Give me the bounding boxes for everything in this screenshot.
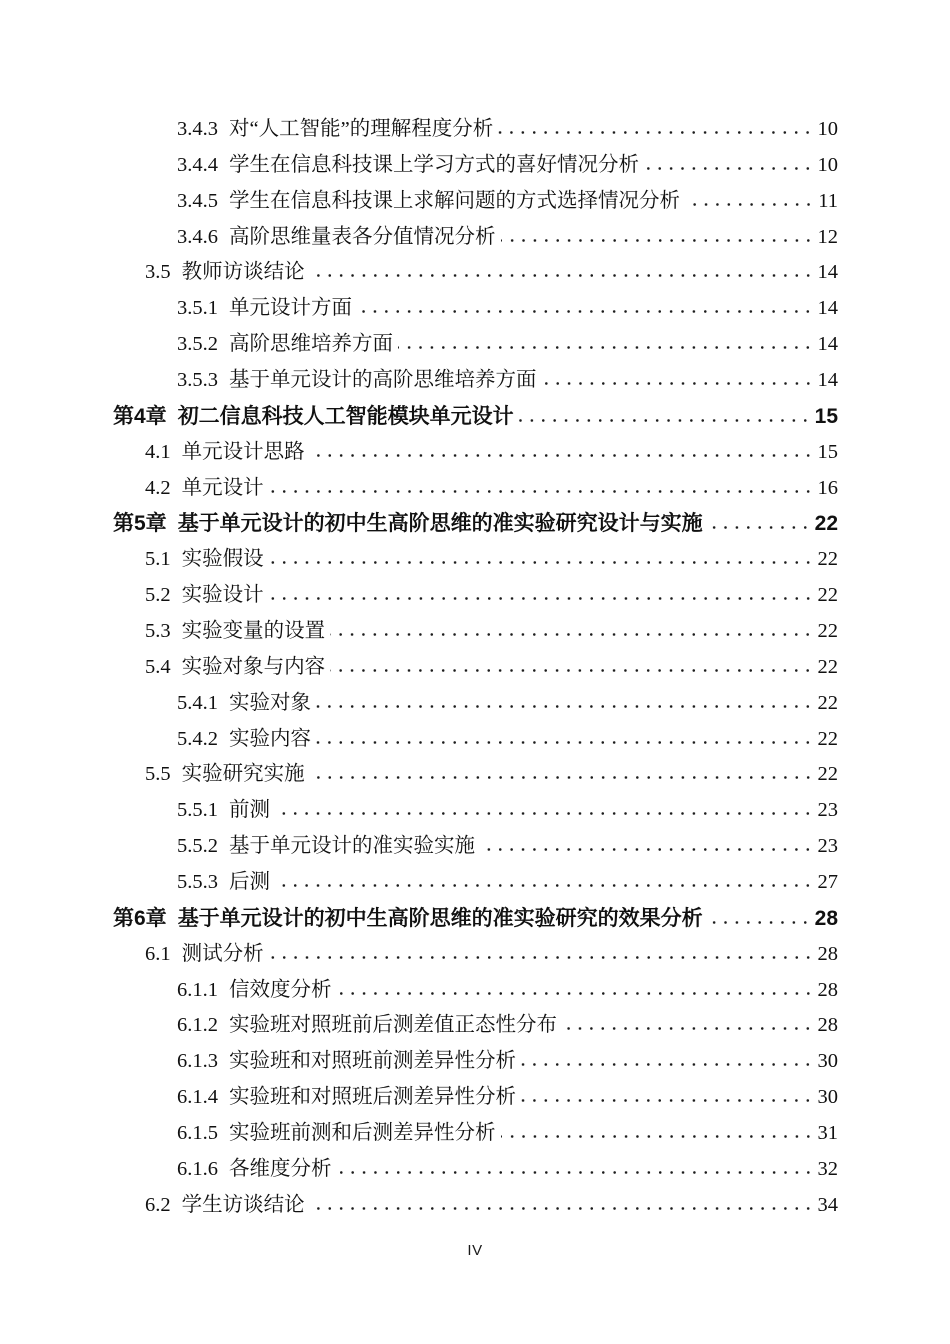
toc-entry-page: 30 bbox=[817, 1086, 838, 1109]
toc-entry-page: 30 bbox=[817, 1050, 838, 1073]
dot-leader bbox=[501, 1134, 814, 1139]
toc-entry-title: 初二信息科技人工智能模块单元设计 bbox=[177, 404, 514, 428]
toc-entry-number: 6.1 bbox=[145, 942, 171, 965]
toc-entry-number: 5.3 bbox=[145, 620, 171, 643]
toc-entry-number: 5.5.3 bbox=[177, 871, 218, 894]
toc-entry-number: 6.1.6 bbox=[177, 1157, 218, 1180]
dot-leader bbox=[330, 668, 813, 673]
toc-entry bbox=[113, 1080, 838, 1116]
toc-entry bbox=[113, 757, 838, 793]
dot-leader bbox=[708, 525, 811, 530]
toc-entry-number: 5.2 bbox=[145, 584, 171, 607]
dot-leader bbox=[337, 991, 814, 996]
toc-entry bbox=[113, 184, 838, 220]
toc-entry bbox=[113, 650, 838, 686]
toc-entry-title: 实验设计 bbox=[181, 584, 264, 607]
toc-entry-number: 5.4 bbox=[145, 655, 171, 678]
toc-entry-page: 22 bbox=[814, 512, 838, 536]
dot-leader bbox=[310, 273, 814, 278]
page-number-footer: IV bbox=[467, 1242, 483, 1259]
dot-leader bbox=[480, 847, 814, 852]
toc-entry-title: 实验假设 bbox=[181, 548, 264, 571]
dot-leader bbox=[269, 596, 814, 601]
dot-leader bbox=[357, 309, 814, 314]
toc-entry-title: 基于单元设计的初中生高阶思维的准实验研究设计与实施 bbox=[177, 512, 703, 536]
toc-entry-number: 3.4.4 bbox=[177, 153, 218, 176]
toc-entry-page: 27 bbox=[817, 871, 838, 894]
dot-leader bbox=[501, 238, 814, 243]
toc-entry-title: 实验班和对照班前测差异性分析 bbox=[229, 1050, 516, 1073]
toc-entry bbox=[113, 506, 838, 542]
toc-entry-page: 14 bbox=[817, 333, 838, 356]
dot-leader bbox=[310, 775, 814, 780]
toc-entry-page: 23 bbox=[817, 835, 838, 858]
toc-entry-title: 实验研究实施 bbox=[181, 763, 305, 786]
toc-entry bbox=[113, 220, 838, 256]
toc-entry-page: 14 bbox=[817, 369, 838, 392]
toc-entry-page: 22 bbox=[817, 620, 838, 643]
dot-leader bbox=[644, 166, 814, 171]
toc-entry-number: 3.5.1 bbox=[177, 297, 218, 320]
toc-entry-page: 15 bbox=[814, 404, 838, 428]
toc-entry bbox=[113, 327, 838, 363]
toc-entry-page: 28 bbox=[814, 906, 838, 930]
toc-entry-page: 34 bbox=[817, 1193, 838, 1216]
toc-entry-number: 5.1 bbox=[145, 548, 171, 571]
toc-entry-number: 3.4.5 bbox=[177, 189, 218, 212]
toc-entry bbox=[113, 1188, 838, 1224]
toc-entry-number: 5.5.1 bbox=[177, 799, 218, 822]
toc-entry-title: 单元设计 bbox=[181, 476, 264, 499]
toc-entry-number: 6.1.5 bbox=[177, 1122, 218, 1145]
toc-entry bbox=[113, 829, 838, 865]
toc-entry-title: 各维度分析 bbox=[229, 1157, 332, 1180]
toc-entry-title: 学生在信息科技课上学习方式的喜好情况分析 bbox=[229, 153, 639, 176]
toc-entry-title: 实验班前测和后测差异性分析 bbox=[229, 1122, 496, 1145]
toc-entry-title: 实验变量的设置 bbox=[181, 620, 326, 643]
toc-entry bbox=[113, 973, 838, 1009]
dot-leader bbox=[310, 1206, 814, 1211]
toc-entry bbox=[113, 1152, 838, 1188]
toc-entry-title: 对“人工智能”的理解程度分析 bbox=[229, 118, 494, 140]
toc-entry-page: 11 bbox=[818, 189, 838, 212]
toc-entry bbox=[113, 686, 838, 722]
toc-entry bbox=[113, 255, 838, 291]
toc-entry-title: 实验班对照班前后测差值正态性分布 bbox=[229, 1014, 557, 1037]
toc-entry-title: 单元设计思路 bbox=[181, 440, 305, 463]
toc-entry bbox=[113, 399, 838, 435]
toc-entry-number: 5.4.2 bbox=[177, 727, 218, 750]
toc-entry bbox=[113, 937, 838, 973]
toc-entry-page: 10 bbox=[817, 118, 838, 140]
toc-entry-number: 3.4.3 bbox=[177, 118, 218, 140]
toc-entry-page: 22 bbox=[817, 655, 838, 678]
toc-entry-page: 23 bbox=[817, 799, 838, 822]
toc-entry bbox=[113, 901, 838, 937]
toc-entry-number: 6.2 bbox=[145, 1193, 171, 1216]
toc-entry-page: 14 bbox=[817, 297, 838, 320]
toc-entry-page: 10 bbox=[817, 153, 838, 176]
toc-entry bbox=[113, 793, 838, 829]
toc-entry bbox=[113, 148, 838, 184]
dot-leader bbox=[316, 740, 814, 745]
dot-leader bbox=[337, 1170, 814, 1175]
toc-entry-number: 第6章 bbox=[113, 906, 167, 930]
dot-leader bbox=[708, 920, 811, 925]
toc-entry-title: 测试分析 bbox=[181, 942, 264, 965]
toc-entry-page: 28 bbox=[817, 978, 838, 1001]
toc-entry-page: 22 bbox=[817, 548, 838, 571]
toc-entry bbox=[113, 542, 838, 578]
toc-entry-page: 22 bbox=[817, 763, 838, 786]
toc-entry bbox=[113, 1044, 838, 1080]
toc-entry-number: 3.5 bbox=[145, 261, 171, 284]
dot-leader bbox=[542, 381, 814, 386]
toc-list bbox=[113, 112, 838, 1224]
toc-entry-title: 高阶思维培养方面 bbox=[229, 333, 393, 356]
toc-entry-page: 32 bbox=[817, 1157, 838, 1180]
toc-entry bbox=[113, 471, 838, 507]
dot-leader bbox=[330, 632, 813, 637]
toc-entry bbox=[113, 722, 838, 758]
toc-entry-title: 实验对象与内容 bbox=[181, 655, 326, 678]
toc-entry-title: 实验班和对照班后测差异性分析 bbox=[229, 1086, 516, 1109]
toc-entry-title: 单元设计方面 bbox=[229, 297, 352, 320]
toc-entry-number: 3.5.2 bbox=[177, 333, 218, 356]
toc-entry bbox=[113, 435, 838, 471]
toc-entry-number: 第4章 bbox=[113, 404, 167, 428]
toc-entry bbox=[113, 578, 838, 614]
toc-entry-number: 6.1.3 bbox=[177, 1050, 218, 1073]
toc-entry-title: 教师访谈结论 bbox=[181, 261, 305, 284]
toc-entry-page: 16 bbox=[817, 476, 838, 499]
toc-entry-page: 22 bbox=[817, 584, 838, 607]
dot-leader bbox=[685, 202, 814, 207]
toc-entry-page: 31 bbox=[817, 1122, 838, 1145]
toc-entry-title: 信效度分析 bbox=[229, 978, 332, 1001]
toc-entry bbox=[113, 1008, 838, 1044]
dot-leader bbox=[269, 560, 814, 565]
toc-entry-page: 15 bbox=[817, 440, 838, 463]
toc-entry bbox=[113, 614, 838, 650]
toc-entry-page: 28 bbox=[817, 1014, 838, 1037]
dot-leader bbox=[562, 1026, 814, 1031]
toc-entry-number: 3.4.6 bbox=[177, 225, 218, 248]
toc-entry-page: 22 bbox=[817, 727, 838, 750]
dot-leader bbox=[521, 1098, 814, 1103]
toc-entry-title: 后测 bbox=[229, 871, 270, 894]
dot-leader bbox=[275, 883, 814, 888]
dot-leader bbox=[316, 704, 814, 709]
toc-entry-page: 12 bbox=[817, 225, 838, 248]
toc-entry-number: 3.5.3 bbox=[177, 369, 218, 392]
toc-entry bbox=[113, 1116, 838, 1152]
toc-entry bbox=[113, 291, 838, 327]
dot-leader bbox=[498, 130, 813, 135]
toc-entry-number: 6.1.2 bbox=[177, 1014, 218, 1037]
dot-leader bbox=[269, 489, 814, 494]
toc-entry-number: 5.5.2 bbox=[177, 835, 218, 858]
toc-entry-title: 实验对象 bbox=[229, 691, 311, 714]
toc-entry-title: 前测 bbox=[229, 799, 270, 822]
toc-entry-title: 基于单元设计的初中生高阶思维的准实验研究的效果分析 bbox=[177, 906, 703, 930]
toc-entry-title: 高阶思维量表各分值情况分析 bbox=[229, 225, 496, 248]
toc-entry-number: 5.5 bbox=[145, 763, 171, 786]
toc-entry bbox=[113, 363, 838, 399]
toc-entry-title: 基于单元设计的高阶思维培养方面 bbox=[229, 369, 537, 392]
toc-entry-number: 4.1 bbox=[145, 440, 171, 463]
dot-leader bbox=[519, 418, 811, 423]
toc-entry-page: 14 bbox=[817, 261, 838, 284]
toc-entry-title: 学生访谈结论 bbox=[181, 1193, 305, 1216]
toc-entry-page: 28 bbox=[817, 942, 838, 965]
toc-entry-title: 学生在信息科技课上求解问题的方式选择情况分析 bbox=[229, 189, 680, 212]
toc-entry-title: 实验内容 bbox=[229, 727, 311, 750]
dot-leader bbox=[275, 811, 814, 816]
toc-entry-title: 基于单元设计的准实验实施 bbox=[229, 835, 475, 858]
toc-entry bbox=[113, 865, 838, 901]
dot-leader bbox=[521, 1062, 814, 1067]
toc-entry-number: 6.1.4 bbox=[177, 1086, 218, 1109]
toc-entry bbox=[113, 112, 838, 148]
dot-leader bbox=[310, 453, 814, 458]
toc-entry-number: 第5章 bbox=[113, 512, 167, 536]
dot-leader bbox=[398, 345, 814, 350]
toc-entry-number: 4.2 bbox=[145, 476, 171, 499]
toc-entry-number: 6.1.1 bbox=[177, 978, 218, 1001]
toc-entry-page: 22 bbox=[817, 691, 838, 714]
toc-entry-number: 5.4.1 bbox=[177, 691, 218, 714]
dot-leader bbox=[269, 955, 814, 960]
